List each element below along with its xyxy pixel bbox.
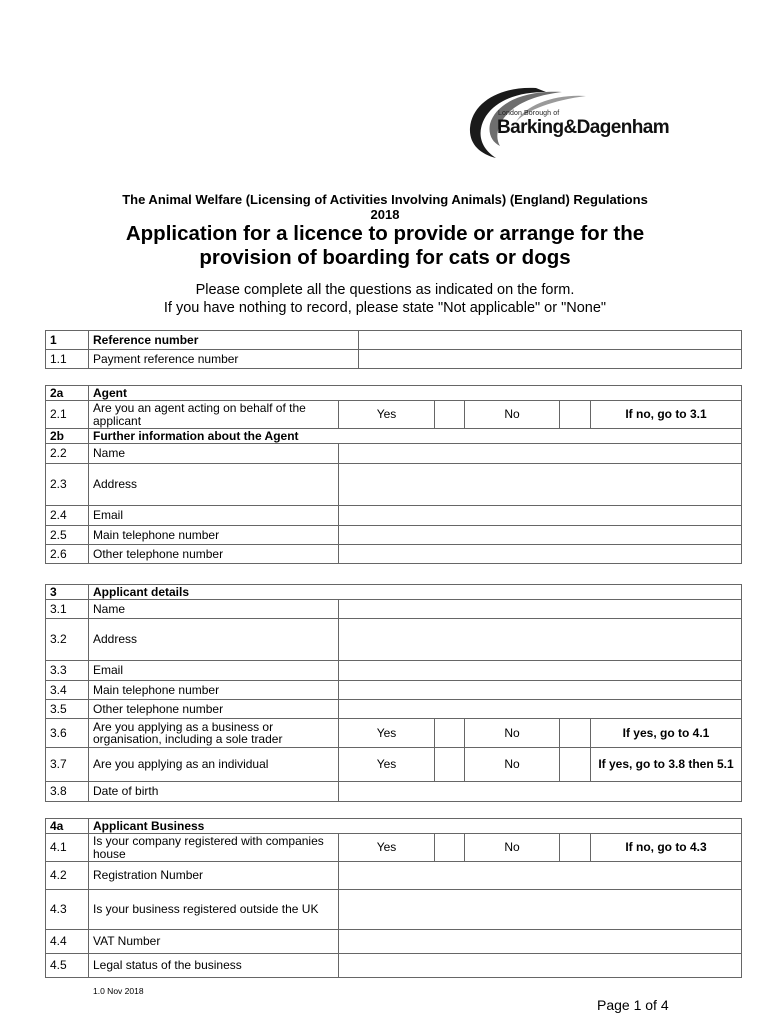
question-number: 2.5 — [46, 526, 89, 545]
question-number: 3.7 — [46, 748, 89, 782]
instructions — [40, 281, 730, 317]
question-label: Payment reference number — [89, 350, 359, 369]
logo-subtitle: London Borough of — [498, 110, 560, 117]
routing-note: If yes, go to 3.8 then 5.1 — [591, 748, 742, 782]
question-number: 3.4 — [46, 681, 89, 700]
registration-number-field[interactable] — [339, 862, 742, 890]
question-label: Address — [89, 464, 339, 506]
question-label: Address — [89, 619, 339, 661]
table-row — [46, 681, 742, 700]
applicant-main-phone-field[interactable] — [339, 681, 742, 700]
section-1-table — [45, 330, 742, 369]
yes-label: Yes — [339, 401, 435, 429]
question-number: 4.5 — [46, 954, 89, 978]
section-header — [46, 819, 742, 834]
routing-note: If no, go to 4.3 — [591, 834, 742, 862]
no-label: No — [465, 748, 560, 782]
table-row — [46, 661, 742, 681]
no-label: No — [465, 401, 560, 429]
section-header — [46, 585, 742, 600]
agent-other-phone-field[interactable] — [339, 545, 742, 564]
applicant-name-field[interactable] — [339, 600, 742, 619]
question-label: Legal status of the business — [89, 954, 339, 978]
table-row — [46, 350, 742, 369]
section-title: Further information about the Agent — [89, 429, 742, 444]
no-label: No — [465, 719, 560, 748]
section-number: 2a — [46, 386, 89, 401]
regulation-heading — [40, 192, 730, 222]
yes-checkbox[interactable] — [435, 748, 465, 782]
agent-address-field[interactable] — [339, 464, 742, 506]
question-number: 2.1 — [46, 401, 89, 429]
question-label: Are you applying as a business or organisation, including a sole trader — [89, 719, 339, 748]
no-checkbox[interactable] — [560, 748, 591, 782]
instructions-line-1: Please complete all the questions as indicated on the form. — [195, 282, 575, 298]
table-row — [46, 444, 742, 464]
yes-label: Yes — [339, 748, 435, 782]
title-line-2: provision of boarding for cats or dogs — [199, 246, 571, 269]
applicant-email-field[interactable] — [339, 661, 742, 681]
section-number: 4a — [46, 819, 89, 834]
question-number: 2.6 — [46, 545, 89, 564]
yes-label: Yes — [339, 719, 435, 748]
vat-number-field[interactable] — [339, 930, 742, 954]
table-row — [46, 954, 742, 978]
regulation-line-2: 2018 — [370, 207, 400, 222]
question-number: 3.2 — [46, 619, 89, 661]
yes-checkbox[interactable] — [435, 834, 465, 862]
table-row — [46, 719, 742, 748]
question-label: Email — [89, 661, 339, 681]
question-label: Are you applying as an individual — [89, 748, 339, 782]
question-label: Registration Number — [89, 862, 339, 890]
question-label: Is your business registered outside the UK — [89, 890, 339, 930]
legal-status-field[interactable] — [339, 954, 742, 978]
logo-wordmark: Barking&Dagenham — [497, 117, 669, 138]
registered-outside-uk-field[interactable] — [339, 890, 742, 930]
yes-checkbox[interactable] — [435, 719, 465, 748]
regulation-line-1: The Animal Welfare (Licensing of Activities Involving Animals) (England) Regulations — [122, 192, 648, 207]
question-number: 2.3 — [46, 464, 89, 506]
no-checkbox[interactable] — [560, 719, 591, 748]
question-number: 3.5 — [46, 700, 89, 719]
routing-note: If no, go to 3.1 — [591, 401, 742, 429]
question-label: VAT Number — [89, 930, 339, 954]
question-number: 4.3 — [46, 890, 89, 930]
question-number: 3.8 — [46, 782, 89, 802]
question-label: Other telephone number — [89, 700, 339, 719]
table-row — [46, 401, 742, 429]
blank-cell — [359, 331, 742, 350]
council-logo — [466, 84, 686, 160]
question-number: 3.3 — [46, 661, 89, 681]
table-row — [46, 506, 742, 526]
version-label: 1.0 Nov 2018 — [93, 986, 144, 996]
question-number: 4.2 — [46, 862, 89, 890]
page-title — [40, 222, 730, 270]
question-number: 4.1 — [46, 834, 89, 862]
section-3-table — [45, 584, 742, 802]
yes-label: Yes — [339, 834, 435, 862]
no-label: No — [465, 834, 560, 862]
page-number: Page 1 of 4 — [597, 997, 669, 1013]
no-checkbox[interactable] — [560, 401, 591, 429]
section-number: 1 — [46, 331, 89, 350]
table-row — [46, 526, 742, 545]
routing-note: If yes, go to 4.1 — [591, 719, 742, 748]
yes-checkbox[interactable] — [435, 401, 465, 429]
question-number: 2.2 — [46, 444, 89, 464]
question-label: Date of birth — [89, 782, 339, 802]
agent-name-field[interactable] — [339, 444, 742, 464]
date-of-birth-field[interactable] — [339, 782, 742, 802]
table-row — [46, 600, 742, 619]
question-label: Name — [89, 600, 339, 619]
table-row — [46, 700, 742, 719]
question-number: 3.6 — [46, 719, 89, 748]
table-row — [46, 545, 742, 564]
section-4-table — [45, 818, 742, 978]
table-row — [46, 834, 742, 862]
question-label: Email — [89, 506, 339, 526]
section-number: 3 — [46, 585, 89, 600]
question-number: 3.1 — [46, 600, 89, 619]
question-label: Other telephone number — [89, 545, 339, 564]
table-row — [46, 464, 742, 506]
table-row — [46, 930, 742, 954]
table-row — [46, 782, 742, 802]
instructions-line-2: If you have nothing to record, please state "Not applicable" or "None" — [163, 300, 607, 316]
question-label: Name — [89, 444, 339, 464]
table-row — [46, 862, 742, 890]
agent-main-phone-field[interactable] — [339, 526, 742, 545]
table-row — [46, 748, 742, 782]
table-row — [46, 619, 742, 661]
section-2-table — [45, 385, 742, 564]
table-row — [46, 890, 742, 930]
section-header — [46, 331, 742, 350]
question-number: 2.4 — [46, 506, 89, 526]
section-number: 2b — [46, 429, 89, 444]
section-title: Applicant Business — [89, 819, 742, 834]
no-checkbox[interactable] — [560, 834, 591, 862]
applicant-address-field[interactable] — [339, 619, 742, 661]
question-label: Is your company registered with companies house — [89, 834, 339, 862]
agent-email-field[interactable] — [339, 506, 742, 526]
section-title: Reference number — [89, 331, 359, 350]
payment-reference-field[interactable] — [359, 350, 742, 369]
question-number: 4.4 — [46, 930, 89, 954]
question-label: Are you an agent acting on behalf of the applicant — [89, 401, 339, 429]
question-label: Main telephone number — [89, 526, 339, 545]
section-header — [46, 386, 742, 401]
section-header — [46, 429, 742, 444]
section-title: Applicant details — [89, 585, 742, 600]
question-label: Main telephone number — [89, 681, 339, 700]
section-title: Agent — [89, 386, 742, 401]
title-line-1: Application for a licence to provide or arrange for the — [125, 222, 645, 245]
question-number: 1.1 — [46, 350, 89, 369]
applicant-other-phone-field[interactable] — [339, 700, 742, 719]
